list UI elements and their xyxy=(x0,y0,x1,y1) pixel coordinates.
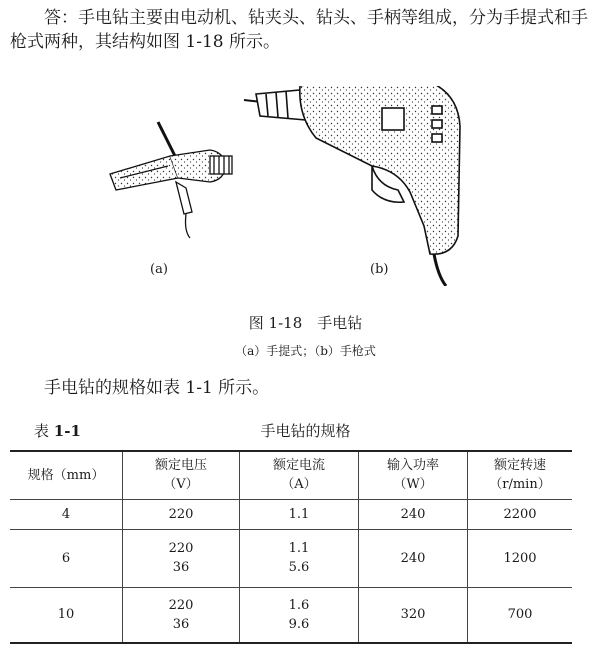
spec-intro-paragraph: 手电钻的规格如表 1-1 所示。 xyxy=(44,378,270,398)
cell-voltage: 220 36 xyxy=(123,587,240,643)
cell-spec: 4 xyxy=(10,499,123,529)
cell-power: 320 xyxy=(359,587,468,643)
figure-title: 图 1-18 手电钻 xyxy=(248,314,363,332)
table-header-row xyxy=(10,451,572,499)
figure-caption: （a）手提式；（b）手枪式 xyxy=(235,344,376,358)
header-spec: 规格（mm） xyxy=(10,451,123,499)
figure-label-b: (b) xyxy=(370,262,389,277)
cell-power: 240 xyxy=(359,529,468,587)
cell-spec: 10 xyxy=(10,587,123,643)
figure-label-a: (a) xyxy=(150,262,168,277)
cell-current: 1.1 xyxy=(240,499,359,529)
header-current: 额定电流 （A） xyxy=(240,451,359,499)
cell-current: 1.6 9.6 xyxy=(240,587,359,643)
pistol-drill-icon xyxy=(244,86,460,286)
drill-illustrations xyxy=(0,86,611,286)
cell-speed: 700 xyxy=(468,587,573,643)
cell-voltage: 220 36 xyxy=(123,529,240,587)
table-number-prefix: 表 xyxy=(34,422,50,440)
table-row xyxy=(10,499,572,529)
table-title: 手电钻的规格 xyxy=(260,422,351,440)
intro-paragraph: 答：手电钻主要由电动机、钻夹头、钻头、手柄等组成，分为手提式和手枪式两种，其结构如图 1-18 所示。 xyxy=(10,8,588,52)
hand-drill-icon xyxy=(110,122,232,238)
table-number-value: 1-1 xyxy=(53,422,81,440)
table-row xyxy=(10,529,572,587)
cell-spec: 6 xyxy=(10,529,123,587)
cell-voltage: 220 xyxy=(123,499,240,529)
header-voltage: 额定电压 （V） xyxy=(123,451,240,499)
cell-current: 1.1 5.6 xyxy=(240,529,359,587)
table-row xyxy=(10,587,572,643)
header-speed: 额定转速 （r/min） xyxy=(468,451,573,499)
figure-1-18 xyxy=(0,86,611,286)
spec-table xyxy=(10,450,572,644)
cell-power: 240 xyxy=(359,499,468,529)
cell-speed: 1200 xyxy=(468,529,573,587)
cell-speed: 2200 xyxy=(468,499,573,529)
header-power: 输入功率 （W） xyxy=(359,451,468,499)
